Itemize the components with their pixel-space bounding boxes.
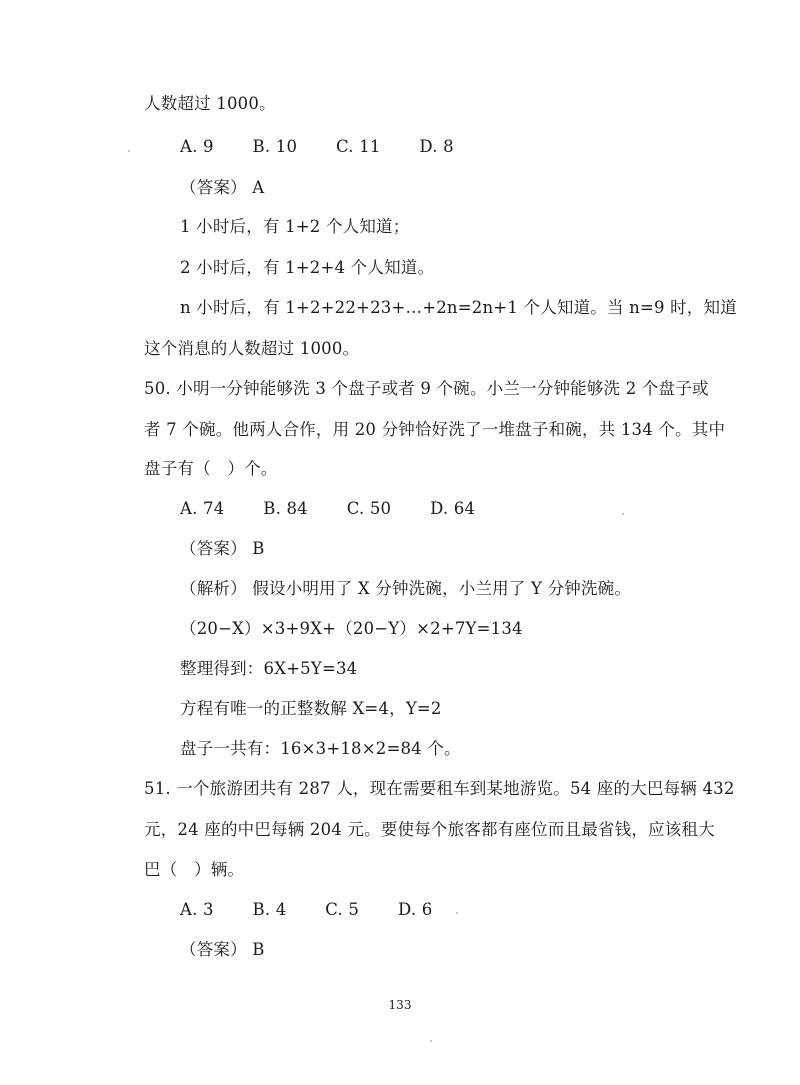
page-number: 133 — [388, 998, 412, 1012]
question-51-text: 51. 一个旅游团共有 287 人，现在需要租车到某地游览。54 座的大巴每辆 432 — [144, 779, 735, 798]
question-51-text: 元，24 座的中巴每辆 204 元。要使每个旅客都有座位而且最省钱，应该租大 — [144, 820, 715, 839]
text-line: 人数超过 1000。 — [144, 94, 276, 113]
question-50-text: 者 7 个碗。他两人合作，用 20 分钟恰好洗了一堆盘子和碗，共 134 个。其中 — [144, 420, 726, 439]
answer-choices: A. 9 B. 10 C. 11 D. 8 — [180, 137, 454, 156]
answer-label: （答案） A — [180, 178, 265, 197]
text-line: 这个消息的人数超过 1000。 — [144, 339, 360, 358]
text-line: 2 小时后，有 1+2+4 个人知道。 — [180, 258, 435, 277]
text-line: 1 小时后，有 1+2 个人知道； — [180, 217, 410, 236]
scan-speck — [430, 1040, 432, 1042]
equation-line: 方程有唯一的正整数解 X=4，Y=2 — [180, 699, 442, 718]
answer-label: （答案） B — [180, 539, 265, 558]
question-51-text: 巴（ ）辆。 — [144, 860, 245, 879]
answer-choices: A. 3 B. 4 C. 5 D. 6 — [180, 900, 433, 919]
question-50-text: 盘子有（ ）个。 — [144, 459, 278, 478]
answer-choices: A. 74 B. 84 C. 50 D. 64 — [180, 499, 476, 518]
question-50-text: 50. 小明一分钟能够洗 3 个盘子或者 9 个碗。小兰一分钟能够洗 2 个盘子或 — [144, 379, 709, 398]
equation-line: 盘子一共有：16×3+18×2=84 个。 — [180, 739, 461, 758]
equation-line: 整理得到：6X+5Y=34 — [180, 659, 358, 678]
analysis-line: （解析） 假设小明用了 X 分钟洗碗，小兰用了 Y 分钟洗碗。 — [180, 579, 632, 598]
equation-line: （20−X）×3+9X+（20−Y）×2+7Y=134 — [180, 619, 523, 638]
text-line: n 小时后，有 1+2+22+23+…+2n=2n+1 个人知道。当 n=9 时，知道 — [180, 298, 737, 317]
scan-speck — [622, 513, 624, 515]
scan-speck — [128, 150, 130, 152]
scan-speck — [456, 912, 458, 914]
answer-label: （答案） B — [180, 940, 265, 959]
